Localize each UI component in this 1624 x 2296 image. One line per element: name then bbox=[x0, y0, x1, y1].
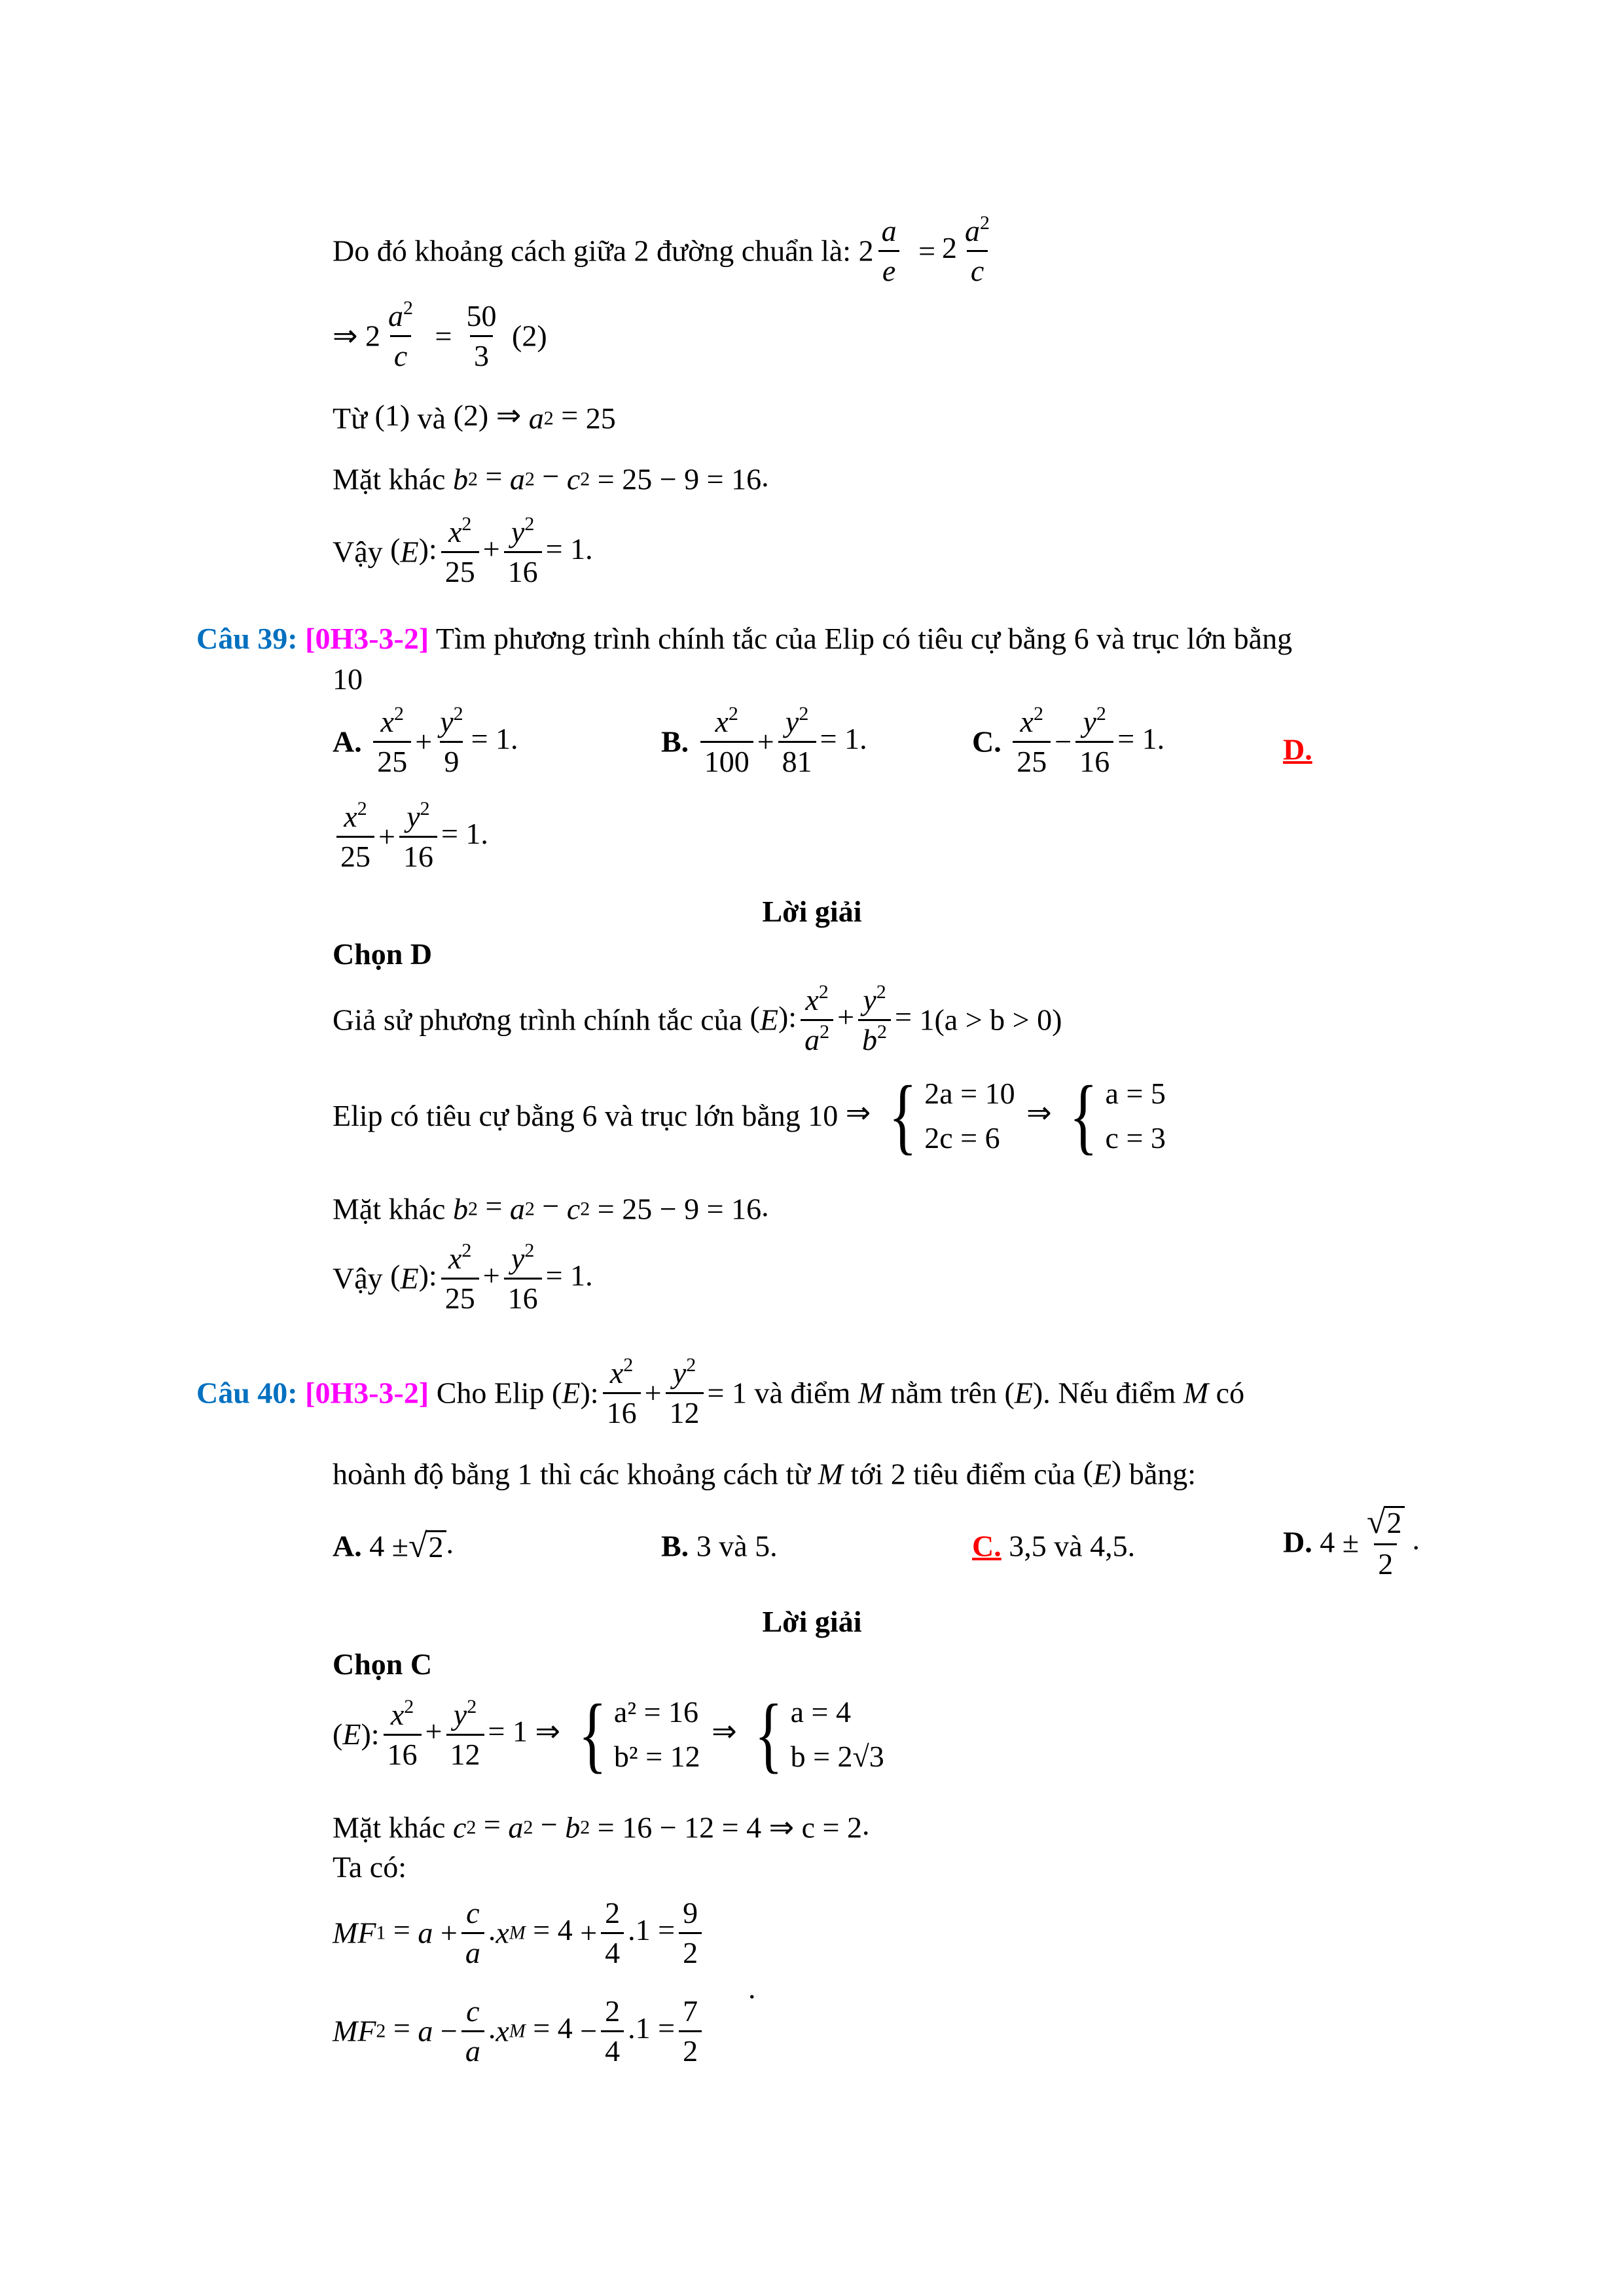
q39-sol-line-1: Giả sử phương trình chính tắc của (E): $\frac{x^2}{a^2}$ + $\frac{y^2}{b^2}$ = 1(a > b > 0) bbox=[333, 981, 1062, 1056]
q39-sol-line-2: Elip có tiêu cự bằng 6 và trục lớn bằng 10 ⇒ { 2a = 10 2c = 6 ⇒ { a = 5 c = 3 bbox=[333, 1069, 1166, 1163]
frac-a-e: $\frac{a}{e}$ bbox=[878, 216, 901, 286]
q39-solution-title: Lời giải bbox=[762, 895, 862, 928]
prev-line-2: ⇒ 2 $\frac{a^2}{c}$ = $\frac{50}{3}$ (2) bbox=[333, 297, 547, 372]
q40-text-2: hoành độ bằng 1 thì các khoảng cách từ M tới 2 tiêu điểm của (E) bằng: bbox=[333, 1454, 1197, 1491]
q40-option-d[interactable]: D. 4 ± $\frac{√2}{2}$ . bbox=[1283, 1503, 1420, 1581]
prev-line-1: Do đó khoảng cách giữa 2 đường chuẩn là: 2 $\frac{a}{e}$ = 2 $\frac{a^2}{c}$ bbox=[333, 216, 998, 286]
q39-label: Câu 39: bbox=[196, 622, 298, 655]
prev-line-5: Vậy (E): $\frac{x^2}{25}$ + $\frac{y^2}{16}$ = 1. bbox=[333, 513, 593, 588]
q39-sol-line-3: Mặt khác b2 = a2 − c2 = 25 − 9 = 16. bbox=[333, 1189, 769, 1226]
q39-header bbox=[196, 624, 1292, 654]
q39-system-1: { 2a = 10 2c = 6 bbox=[888, 1069, 1015, 1163]
q39-option-c[interactable]: C. $\frac{x^2}{25}$ − $\frac{y^2}{16}$ = 1. bbox=[972, 703, 1165, 778]
q40-system-1: { a² = 16 b² = 12 bbox=[577, 1687, 700, 1782]
frac-50-3: $\frac{50}{3}$ bbox=[466, 299, 497, 372]
q40-sol-line-1: (E): $\frac{x^2}{16}$ + $\frac{y^2}{12}$ = 1 ⇒ { a² = 16 b² = 12 ⇒ { a = 4 b = 2√3 bbox=[333, 1687, 884, 1782]
q40-option-a[interactable]: A. 4 ±√2. bbox=[333, 1526, 454, 1565]
q39-sol-line-4: Vậy (E): $\frac{x^2}{25}$ + $\frac{y^2}{16}$ = 1. bbox=[333, 1240, 593, 1315]
prev-line-3: Từ (1) và (2) ⇒ a2 = 25 bbox=[333, 399, 616, 435]
q40-mf1: MF1 = a + $\frac{c}{a}$ .xM = 4 + $\frac{2}{4}$ .1 = $\frac{9}{2}$ bbox=[333, 1898, 706, 1968]
q40-sol-line-3: Ta có: bbox=[333, 1850, 407, 1884]
q39-text-2: 10 bbox=[333, 662, 363, 696]
q39-option-d-letter[interactable]: D. bbox=[1283, 732, 1312, 766]
q39-system-2: { a = 5 c = 3 bbox=[1069, 1069, 1166, 1163]
q39-option-b[interactable]: B. $\frac{x^2}{100}$ + $\frac{y^2}{81}$ = 1. bbox=[661, 703, 867, 778]
q40-solution-title: Lời giải bbox=[762, 1605, 862, 1638]
q40-option-b[interactable]: B. 3 và 5. bbox=[661, 1529, 778, 1563]
eq-tag-2: (2) bbox=[512, 319, 547, 353]
frac-a2-c-2: $\frac{a^2}{c}$ bbox=[388, 297, 414, 372]
q40-system-2: { a = 4 b = 2√3 bbox=[754, 1687, 884, 1782]
prev-text-1: Do đó khoảng cách giữa 2 đường chuẩn là: bbox=[333, 234, 852, 268]
mf-period: . bbox=[748, 1971, 756, 2005]
q40-option-c[interactable]: C. 3,5 và 4,5. bbox=[972, 1529, 1136, 1563]
q39-text-1: Tìm phương trình chính tắc của Elip có tiêu cự bằng 6 và trục lớn bằng bbox=[435, 622, 1293, 655]
prev-line-4: Mặt khác b2 = a2 − c2 = 25 − 9 = 16. bbox=[333, 459, 769, 496]
q40-choice: Chọn C bbox=[333, 1647, 433, 1681]
q40-sol-line-2: Mặt khác c2 = a2 − b2 = 16 − 12 = 4 ⇒ c = 2. bbox=[333, 1808, 870, 1844]
q40-label: Câu 40: bbox=[196, 1376, 298, 1410]
q39-tag: [0H3-3-2] bbox=[305, 622, 429, 655]
q40-header: Câu 40: [0H3-3-2] Cho Elip (E): $\frac{x^2}{16}$ + $\frac{y^2}{12}$ = 1 và điểm M nằm trên (E). Nếu điểm M có bbox=[196, 1354, 1245, 1429]
q39-choice: Chọn D bbox=[333, 937, 433, 971]
q39-option-d[interactable]: $\frac{x^2}{25}$ + $\frac{y^2}{16}$ = 1. bbox=[333, 802, 488, 872]
q39-option-a[interactable]: A. $\frac{x^2}{25}$ + $\frac{y^2}{9}$ = 1. bbox=[333, 703, 518, 778]
q40-mf2: MF2 = a − $\frac{c}{a}$ .xM = 4 − $\frac{2}{4}$ .1 = $\frac{7}{2}$ bbox=[333, 1996, 706, 2066]
q40-tag: [0H3-3-2] bbox=[305, 1376, 429, 1410]
frac-a2-c: $\frac{a^2}{c}$ bbox=[965, 212, 990, 287]
